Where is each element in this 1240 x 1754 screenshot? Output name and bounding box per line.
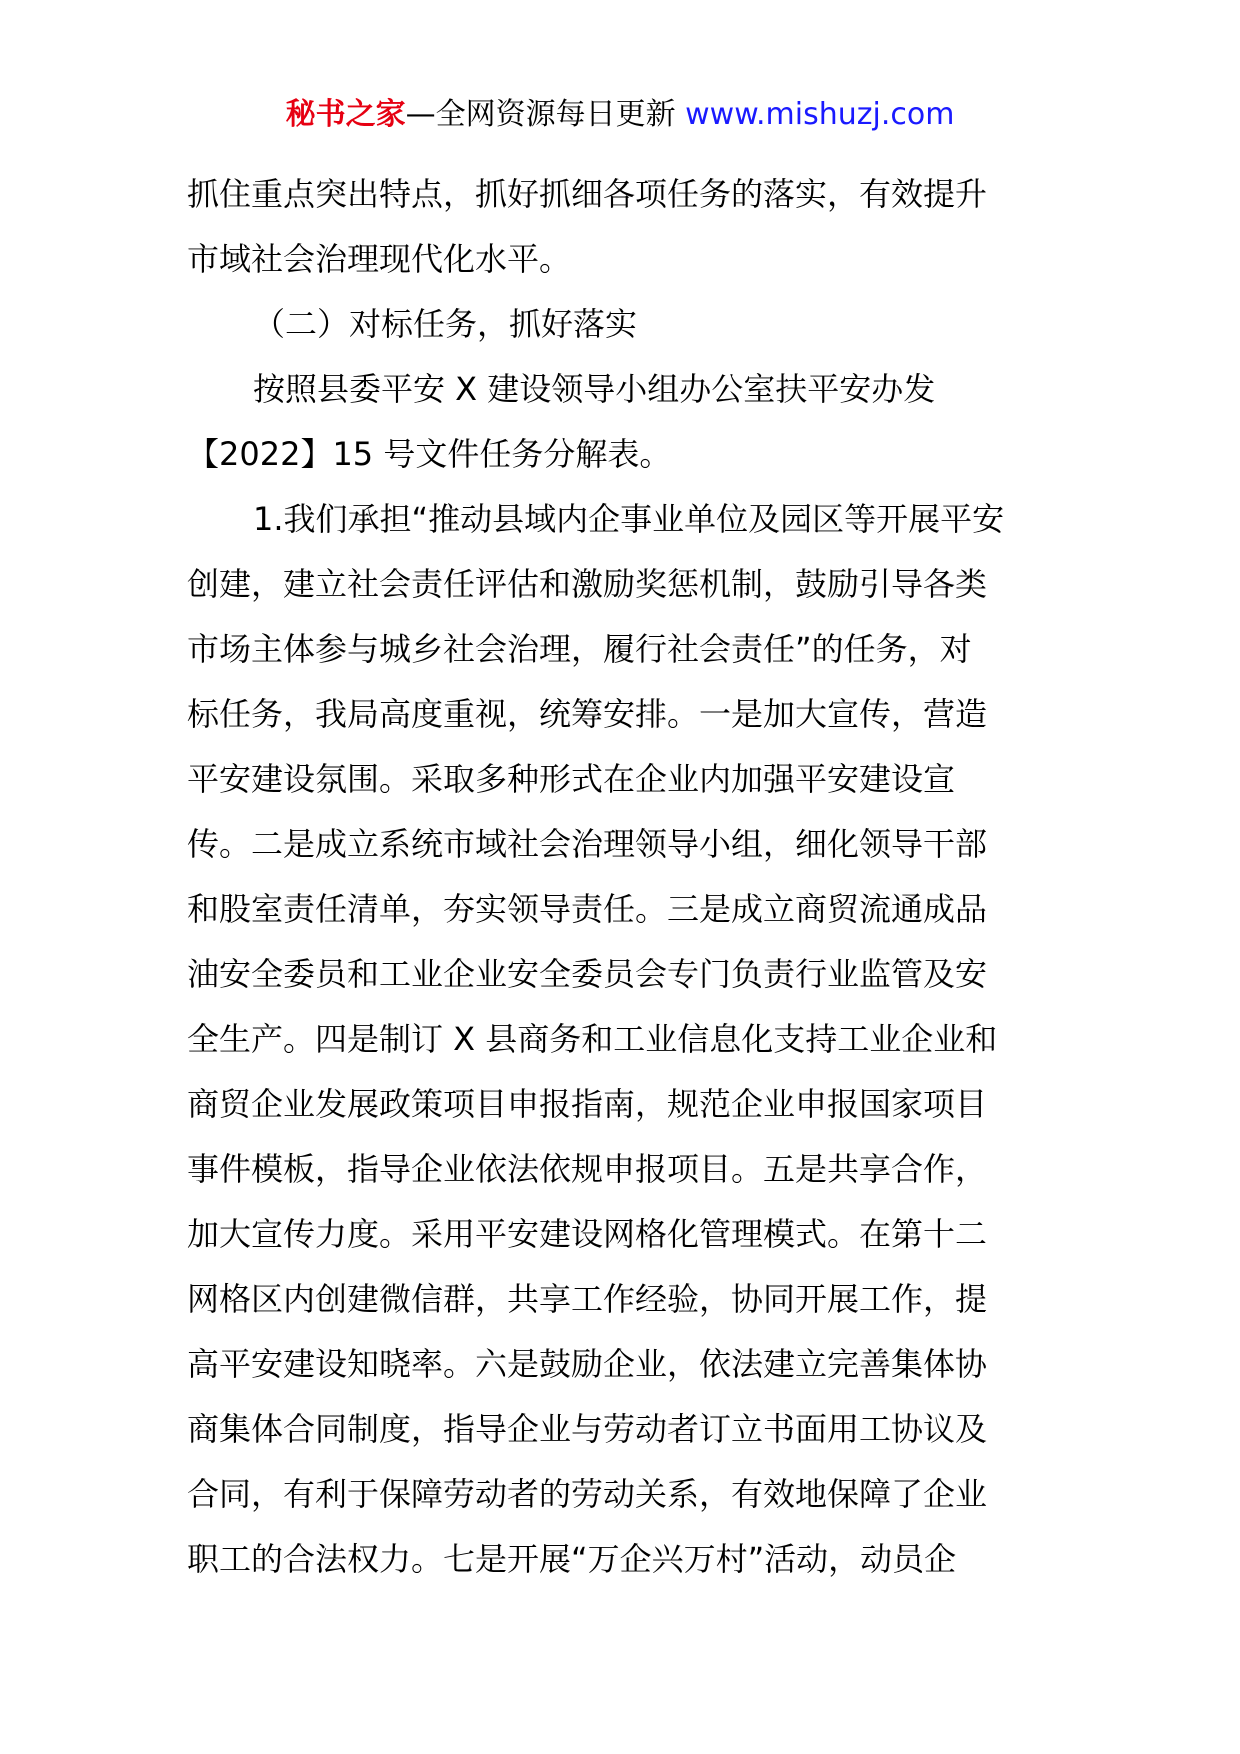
text-line: 职工的合法权力。七是开展“万企兴万村”活动，动员企 [187,1540,957,1578]
text-line: 事件模板，指导企业依法依规申报项目。五是共享合作， [187,1150,988,1188]
text-line: 抓住重点突出特点，抓好抓细各项任务的落实，有效提升 [187,175,988,213]
text-line: 加大宣传力度。采用平安建设网格化管理模式。在第十二 [187,1215,988,1253]
text-line: 1.我们承担“推动县域内企事业单位及园区等开展平安 [253,500,1005,538]
site-url-link[interactable]: www.mishuzj.com [685,97,955,132]
text-line: 传。二是成立系统市域社会治理领导小组，细化领导干部 [187,825,988,863]
text-line: 【2022】15 号文件任务分解表。 [187,435,672,473]
text-line: 创建，建立社会责任评估和激励奖惩机制，鼓励引导各类 [187,565,988,603]
text-line: 标任务，我局高度重视，统筹安排。一是加大宣传，营造 [187,695,988,733]
text-line: 全生产。四是制订 X 县商务和工业信息化支持工业企业和 [187,1020,998,1058]
text-line: 市域社会治理现代化水平。 [187,240,572,278]
header-tagline: —全网资源每日更新 [405,97,686,132]
section-heading: （二）对标任务，抓好落实 [253,305,638,343]
text-line: 高平安建设知晓率。六是鼓励企业，依法建立完善集体协 [187,1345,988,1383]
text-line: 商集体合同制度，指导企业与劳动者订立书面用工协议及 [187,1410,988,1448]
text-line: 市场主体参与城乡社会治理，履行社会责任”的任务，对 [187,630,972,668]
site-header [0,95,1240,135]
brand-name: 秘书之家 [285,97,406,132]
text-line: 网格区内创建微信群，共享工作经验，协同开展工作，提 [187,1280,988,1318]
text-line: 油安全委员和工业企业安全委员会专门负责行业监管及安 [187,955,988,993]
text-line: 按照县委平安 X 建设领导小组办公室扶平安办发 [253,370,936,408]
text-line: 平安建设氛围。采取多种形式在企业内加强平安建设宣 [187,760,956,798]
text-line: 和股室责任清单，夯实领导责任。三是成立商贸流通成品 [187,890,988,928]
document-body [187,162,1055,1592]
text-line: 商贸企业发展政策项目申报指南，规范企业申报国家项目 [187,1085,988,1123]
text-line: 合同，有利于保障劳动者的劳动关系，有效地保障了企业 [187,1475,988,1513]
